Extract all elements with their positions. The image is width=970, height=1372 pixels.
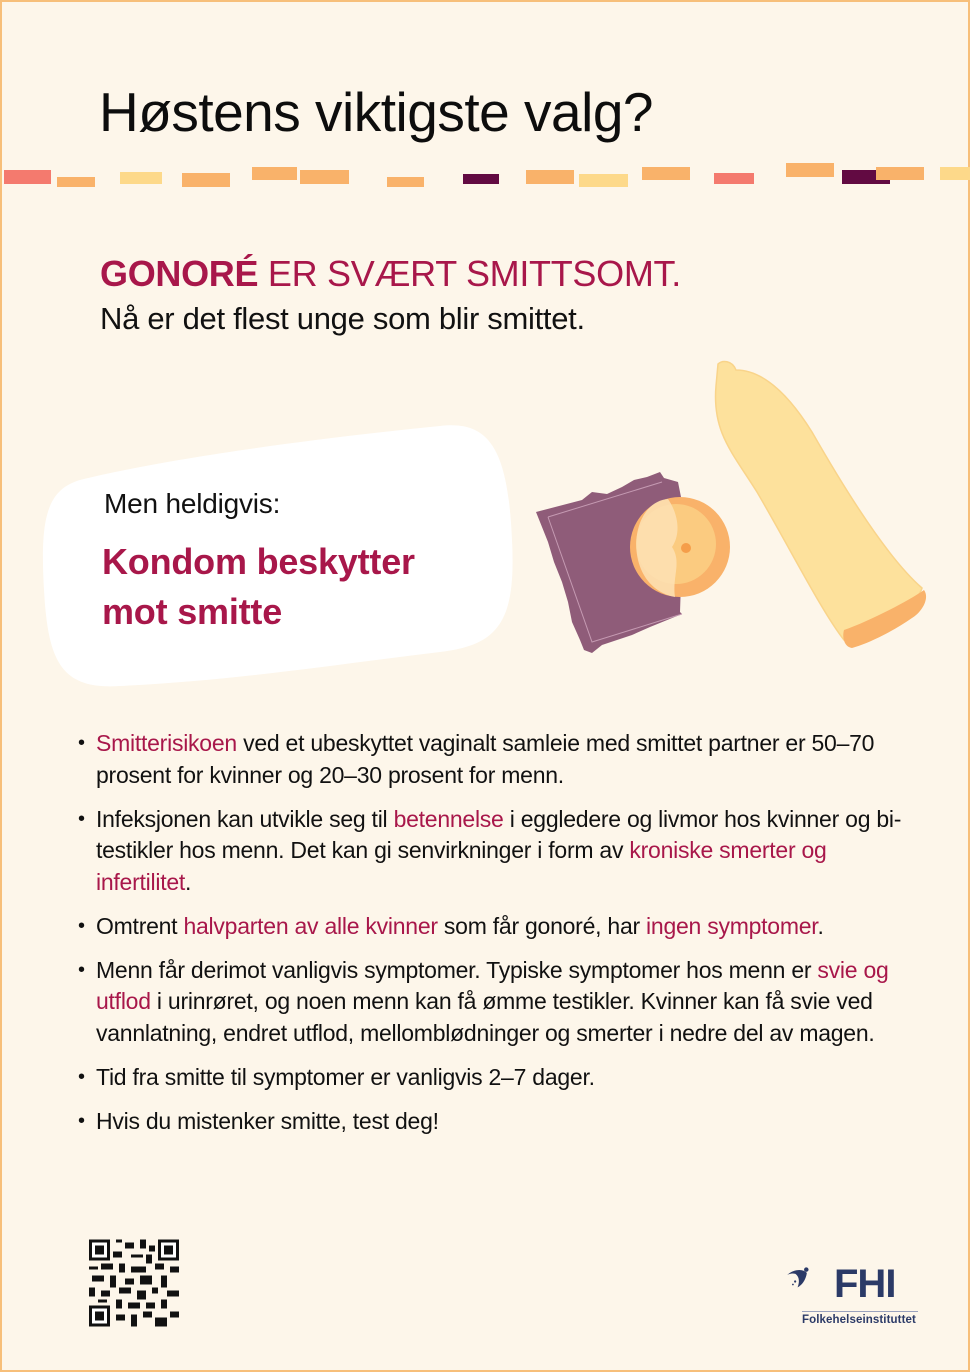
decorative-dash	[940, 167, 970, 180]
callout-intro: Men heldigvis:	[104, 488, 281, 519]
fact-item	[78, 728, 908, 791]
fact-text: ved et ubeskyttet vaginalt samleie med smittet partner er 50–70 prosent for kvinner og 20–30 prosent for menn.	[96, 730, 875, 788]
fact-text: Hvis du mistenker smitte, test deg!	[96, 1107, 439, 1134]
fact-item	[78, 1062, 908, 1094]
subheadline	[100, 254, 681, 294]
fact-text: .	[185, 868, 192, 895]
fact-highlight: halvparten av alle kvinner	[183, 912, 438, 939]
logo-divider	[802, 1311, 918, 1312]
decorative-dash	[120, 172, 162, 184]
fact-highlight: betennelse	[393, 805, 504, 832]
fact-highlight: Smitterisikoen	[96, 730, 237, 756]
fact-text: Infeksjonen kan utvikle seg til	[96, 805, 394, 832]
fact-text: Tid fra smitte til symptomer er vanligvis 2–7 dager.	[96, 1063, 595, 1090]
rolled-condom-icon	[630, 497, 730, 597]
fact-text: Omtrent	[96, 912, 184, 939]
decorative-dash	[387, 177, 424, 187]
fact-text: i eggledere og livmor hos kvinner og bi-testikler hos menn. Det kan gi senvirkninger i form av	[96, 805, 902, 863]
qr-code-icon[interactable]	[89, 1239, 179, 1327]
fact-item	[78, 1106, 908, 1138]
decorative-dash	[57, 177, 95, 187]
decorative-dash	[642, 167, 690, 180]
callout-title: Kondom beskytter mot smitte	[102, 541, 415, 632]
decorative-dash	[252, 167, 297, 180]
fact-item	[78, 955, 908, 1050]
fact-text: i urinrøret, og noen menn kan få ømme testikler. Kvinner kan få svie ved vannlatning, endret utflod, mellomblødninger og smerter i nedre del av magen.	[96, 988, 875, 1046]
decorative-dash	[300, 170, 349, 184]
decorative-dash	[526, 170, 574, 184]
fhi-logo-mark-icon	[784, 1260, 836, 1300]
fact-text: Menn får derimot vanligvis symptomer. Typiske symptomer hos menn er	[96, 956, 818, 983]
condom-illustration	[522, 352, 942, 672]
fact-highlight: kroniske smerter og infertilitet	[96, 837, 827, 895]
decorative-dash	[579, 174, 628, 187]
decorative-dash	[182, 173, 230, 187]
decorative-dash	[463, 174, 499, 184]
fact-item	[78, 804, 908, 899]
fact-item	[78, 911, 908, 943]
decorative-dash	[4, 170, 51, 184]
decorative-dash	[876, 167, 924, 180]
decorative-dash	[714, 173, 754, 184]
headline: Høstens viktigste valg?	[99, 81, 653, 143]
unrolled-condom-icon	[715, 362, 926, 648]
fact-highlight: ingen symptomer	[646, 912, 818, 939]
subheadline-line2: Nå er det flest unge som blir smittet.	[100, 301, 585, 336]
facts-list	[78, 728, 908, 1150]
decorative-dash	[786, 163, 834, 177]
fact-text: som får gonoré, har	[437, 912, 647, 939]
subheadline-rest: ER SVÆRT SMITTSOMT.	[258, 253, 681, 294]
fhi-logo-name: Folkehelseinstituttet	[802, 1314, 916, 1326]
subheadline-bold: GONORÉ	[100, 253, 259, 294]
fhi-logo-wordmark: FHI	[834, 1262, 896, 1306]
fact-text: .	[817, 912, 824, 939]
fact-highlight: svie og utflod	[96, 956, 889, 1014]
